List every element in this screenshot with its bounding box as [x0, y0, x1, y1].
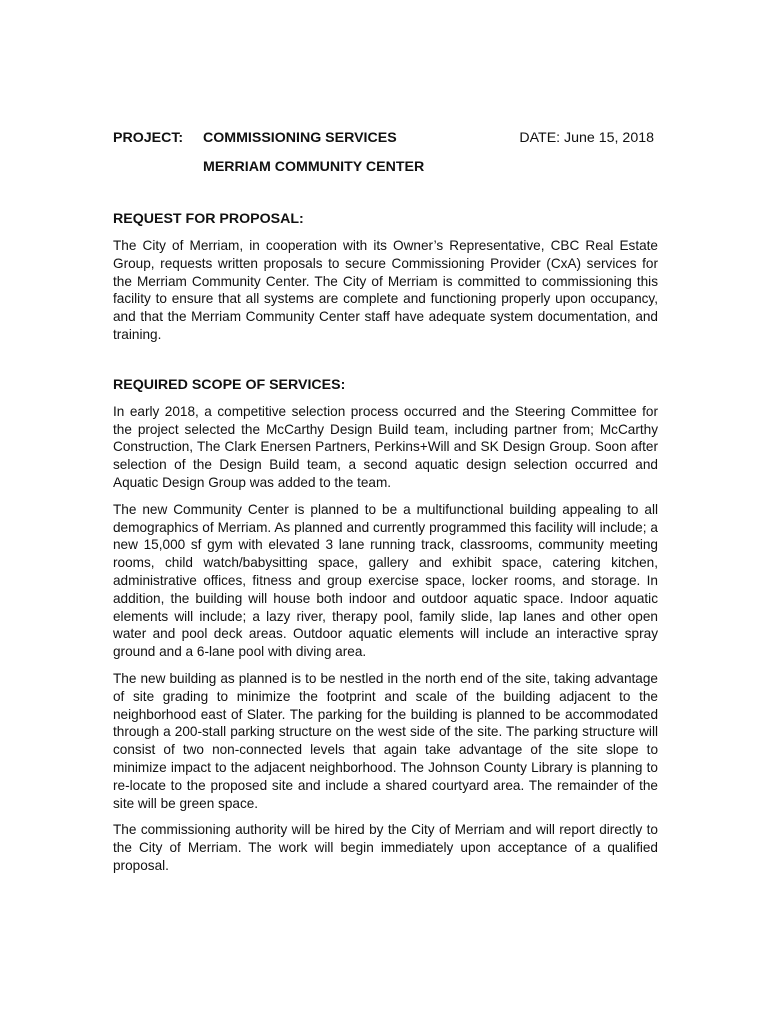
header-row-2	[113, 157, 658, 177]
project-title-line2: MERRIAM COMMUNITY CENTER	[203, 159, 425, 175]
section-heading: REQUEST FOR PROPOSAL:	[113, 211, 304, 227]
body-paragraph: The commissioning authority will be hired by the City of Merriam and will report directly to the City of Merriam. The work will begin immediately upon acceptance of a qualified proposal.	[113, 822, 658, 873]
body-paragraph: The City of Merriam, in cooperation with its Owner’s Representative, CBC Real Estate Group, requests written proposals to secure Commissioning Provider (CxA) services for the Merriam Community Center. The City of Merriam is committed to commissioning this facility to ensure that all systems are complete and functioning properly upon occupancy, and that the Merriam Community Center staff have adequate system documentation, and training.	[113, 238, 658, 342]
section-required-scope	[113, 376, 658, 875]
body-paragraph: The new building as planned is to be nestled in the north end of the site, taking advantage of site grading to minimize the footprint and scale of the building adjacent to the neighborhood east of Slater. The parking for the building is planned to be accommodated through a 200-stall parking structure on the west side of the site. The parking structure will consist of two non-connected levels that again take advantage of the site slope to minimize impact to the adjacent neighborhood. The Johnson County Library is planning to re-locate to the proposed site and include a shared courtyard area. The remainder of the site will be green space.	[113, 670, 658, 811]
document-date: DATE: June 15, 2018	[519, 130, 654, 146]
document-body	[113, 210, 658, 884]
body-paragraph: The new Community Center is planned to be a multifunctional building appealing to all demographics of Merriam. As planned and currently programmed this facility will include; a new 15,000 sf gym with elevated 3 lane running track, classrooms, community meeting rooms, child watch/babysitting space, gallery and exhibit space, catering kitchen, administrative offices, fitness and group exercise space, locker rooms, and storage. In addition, the building will house both indoor and outdoor aquatic space. Indoor aquatic elements will include; a lazy river, therapy pool, family slide, lap lanes and other open water and pool deck areas. Outdoor aquatic elements will include an interactive spray ground and a 6-lane pool with diving area.	[113, 501, 658, 660]
body-paragraph: In early 2018, a competitive selection process occurred and the Steering Committee for the project selected the McCarthy Design Build team, including partner from; McCarthy Construction, The Clark Enersen Partners, Perkins+Will and SK Design Group. Soon after selection of the Design Build team, a second aquatic design selection occurred and Aquatic Design Group was added to the team.	[113, 403, 658, 490]
section-heading: REQUIRED SCOPE OF SERVICES:	[113, 376, 346, 393]
header-row-1	[113, 128, 658, 148]
project-title-line1: COMMISSIONING SERVICES	[203, 130, 397, 146]
section-request-for-proposal	[113, 210, 658, 344]
project-label: PROJECT:	[113, 130, 184, 146]
document-header	[113, 128, 658, 177]
